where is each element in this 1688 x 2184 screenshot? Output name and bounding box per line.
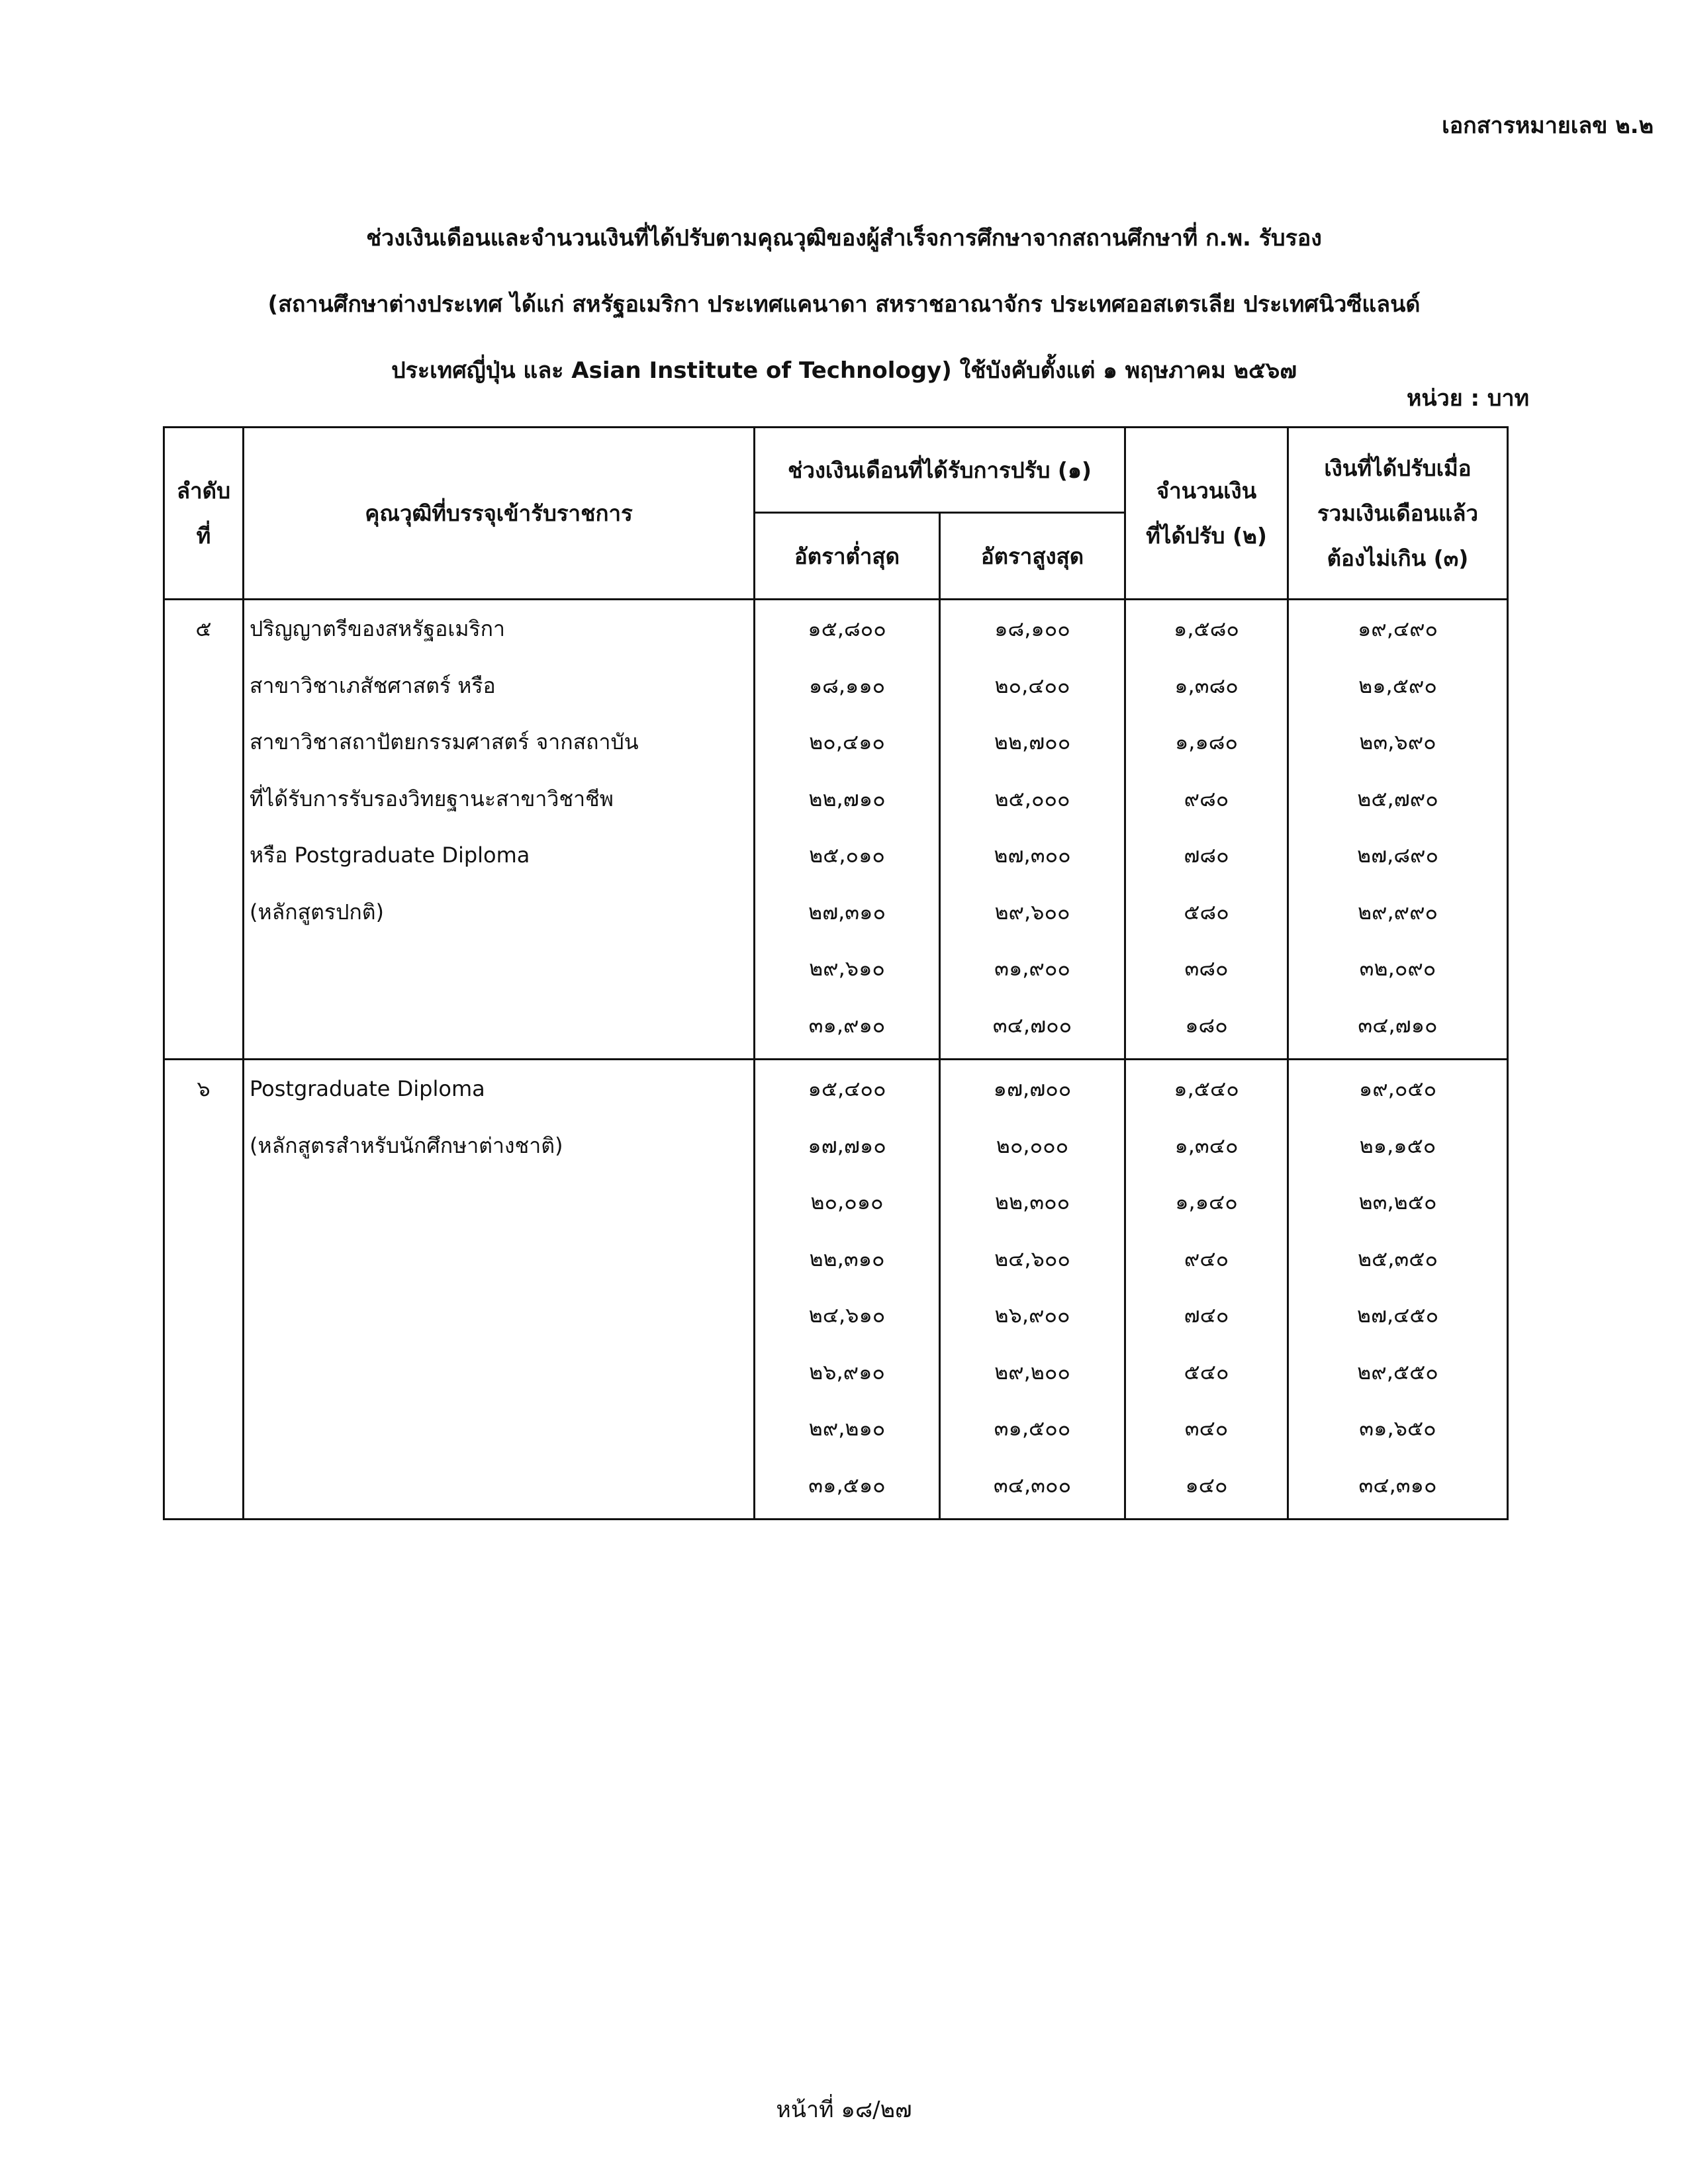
document-number: เอกสารหมายเลข ๒.๒ bbox=[1442, 113, 1654, 139]
unit-label: หน่วย : บาท bbox=[1406, 385, 1529, 412]
max-rate-value: ๑๘,๑๐๐ bbox=[994, 616, 1070, 641]
cap-value: ๓๔,๗๑๐ bbox=[1358, 1012, 1438, 1038]
min-rate-value: ๑๕,๔๐๐ bbox=[808, 1076, 886, 1101]
adjusted-amount-value: ๙๔๐ bbox=[1184, 1246, 1229, 1271]
max-rate-value: ๒๒,๗๐๐ bbox=[994, 729, 1071, 754]
adjusted-amount-cell bbox=[1125, 600, 1288, 1060]
header-salary-range: ช่วงเงินเดือนที่ได้รับการปรับ (๑) bbox=[755, 428, 1125, 513]
qualification-cell bbox=[244, 1060, 755, 1520]
cap-value: ๓๒,๐๙๐ bbox=[1359, 956, 1436, 981]
max-rate-value: ๒๙,๒๐๐ bbox=[994, 1359, 1070, 1385]
max-rate-value: ๒๐,๔๐๐ bbox=[994, 672, 1070, 698]
max-rate-value: ๒๙,๖๐๐ bbox=[994, 899, 1070, 925]
header-cap-line: รวมเงินเดือนแล้ว bbox=[1317, 500, 1479, 526]
max-rate-value: ๒๕,๐๐๐ bbox=[994, 786, 1070, 811]
min-rate-value: ๒๙,๒๑๐ bbox=[808, 1416, 886, 1441]
max-rate-value: ๓๑,๙๐๐ bbox=[994, 956, 1070, 981]
max-rate-cell bbox=[940, 600, 1125, 1060]
min-rate-value: ๒๙,๖๑๐ bbox=[809, 956, 885, 981]
cap-value: ๓๔,๓๑๐ bbox=[1358, 1472, 1437, 1498]
adjusted-amount-cell bbox=[1125, 1060, 1288, 1520]
adjusted-amount-value: ๓๘๐ bbox=[1184, 956, 1229, 981]
adjusted-amount-value: ๙๘๐ bbox=[1184, 786, 1229, 811]
cap-value: ๒๓,๖๙๐ bbox=[1359, 729, 1436, 754]
max-rate-value: ๓๑,๕๐๐ bbox=[994, 1416, 1071, 1441]
max-rate-value: ๓๔,๓๐๐ bbox=[993, 1472, 1072, 1498]
header-adjusted-line: จำนวนเงิน bbox=[1156, 477, 1257, 504]
min-rate-cell bbox=[755, 1060, 940, 1520]
adjusted-amount-value: ๕๔๐ bbox=[1184, 1359, 1229, 1385]
max-rate-cell bbox=[940, 1060, 1125, 1520]
min-rate-value: ๑๗,๗๑๐ bbox=[808, 1132, 886, 1158]
qualification-line: สาขาวิชาเภสัชศาสตร์ หรือ bbox=[250, 672, 496, 698]
header-row bbox=[164, 428, 1508, 513]
adjusted-amount-value: ๕๘๐ bbox=[1184, 899, 1229, 925]
cap-value: ๒๕,๓๕๐ bbox=[1357, 1246, 1438, 1271]
header-adjusted-line: ที่ได้ปรับ (๒) bbox=[1146, 522, 1267, 549]
cap-cell bbox=[1288, 1060, 1508, 1520]
cap-value: ๓๑,๖๕๐ bbox=[1359, 1416, 1436, 1441]
qualification-line: สาขาวิชาสถาปัตยกรรมศาสตร์ จากสถาบัน bbox=[250, 729, 639, 754]
min-rate-value: ๒๗,๓๑๐ bbox=[808, 899, 886, 925]
seq-number: ๕ bbox=[195, 616, 212, 641]
adjusted-amount-value: ๗๔๐ bbox=[1184, 1302, 1229, 1328]
adjusted-amount-value: ๗๘๐ bbox=[1184, 842, 1229, 868]
min-rate-value: ๒๐,๐๑๐ bbox=[810, 1189, 884, 1214]
cap-cell bbox=[1288, 600, 1508, 1060]
max-rate-value: ๓๔,๗๐๐ bbox=[992, 1012, 1072, 1038]
header-seq bbox=[164, 428, 244, 600]
qualification-line: หรือ Postgraduate Diploma bbox=[250, 842, 530, 868]
qualification-line: Postgraduate Diploma bbox=[250, 1076, 485, 1101]
min-rate-value: ๒๒,๓๑๐ bbox=[809, 1246, 885, 1271]
adjusted-amount-value: ๑,๓๔๐ bbox=[1174, 1132, 1239, 1158]
cap-value: ๒๓,๒๕๐ bbox=[1358, 1189, 1437, 1214]
header-min-rate: อัตราต่ำสุด bbox=[755, 513, 940, 600]
max-rate-value: ๒๗,๓๐๐ bbox=[994, 842, 1071, 868]
cap-value: ๒๗,๘๙๐ bbox=[1357, 842, 1438, 868]
cap-value: ๒๗,๔๕๐ bbox=[1356, 1302, 1439, 1328]
document-title bbox=[0, 205, 1688, 404]
min-rate-value: ๒๕,๐๑๐ bbox=[809, 842, 885, 868]
table-body bbox=[164, 600, 1508, 1520]
title-line: (สถานศึกษาต่างประเทศ ได้แก่ สหรัฐอเมริกา ประเทศแคนาดา สหราชอาณาจักร ประเทศออสเตรเลีย ประเทศนิวซีแลนด์ bbox=[267, 291, 1421, 318]
max-rate-value: ๒๐,๐๐๐ bbox=[996, 1132, 1069, 1158]
max-rate-value: ๒๔,๖๐๐ bbox=[994, 1246, 1070, 1271]
cap-value: ๑๙,๔๙๐ bbox=[1357, 616, 1438, 641]
min-rate-value: ๒๐,๔๑๐ bbox=[809, 729, 885, 754]
qualification-line: ที่ได้รับการรับรองวิทยฐานะสาขาวิชาชีพ bbox=[250, 786, 614, 811]
cap-value: ๒๙,๙๙๐ bbox=[1357, 899, 1438, 925]
adjusted-amount-value: ๑๔๐ bbox=[1185, 1472, 1228, 1498]
cap-value: ๒๑,๑๕๐ bbox=[1359, 1132, 1436, 1158]
header-adjusted-amount bbox=[1125, 428, 1288, 600]
header-seq-line: ลำดับ bbox=[176, 477, 231, 504]
adjusted-amount-value: ๑,๕๘๐ bbox=[1174, 616, 1239, 641]
max-rate-value: ๒๖,๙๐๐ bbox=[994, 1302, 1070, 1328]
max-rate-value: ๒๒,๓๐๐ bbox=[994, 1189, 1070, 1214]
salary-table bbox=[163, 426, 1509, 1520]
min-rate-cell bbox=[755, 600, 940, 1060]
header-cap-line: ต้องไม่เกิน (๓) bbox=[1327, 545, 1469, 571]
header-seq-line: ที่ bbox=[196, 522, 211, 549]
title-line: ประเทศญี่ปุ่น และ Asian Institute of Technology) ใช้บังคับตั้งแต่ ๑ พฤษภาคม ๒๕๖๗ bbox=[391, 357, 1297, 384]
title-line: ช่วงเงินเดือนและจำนวนเงินที่ได้ปรับตามคุณวุฒิของผู้สำเร็จการศึกษาจากสถานศึกษาที่ ก.พ. รับรอง bbox=[366, 225, 1322, 251]
adjusted-amount-value: ๑,๕๔๐ bbox=[1174, 1076, 1239, 1101]
qualification-cell bbox=[244, 600, 755, 1060]
adjusted-amount-value: ๑,๓๘๐ bbox=[1174, 672, 1239, 698]
min-rate-value: ๒๔,๖๑๐ bbox=[808, 1302, 886, 1328]
qualification-line: (หลักสูตรปกติ) bbox=[250, 899, 385, 925]
seq-cell bbox=[164, 600, 244, 1060]
seq-cell bbox=[164, 1060, 244, 1520]
adjusted-amount-value: ๓๔๐ bbox=[1184, 1416, 1229, 1441]
min-rate-value: ๑๘,๑๑๐ bbox=[808, 672, 886, 698]
table-group-row bbox=[164, 1060, 1508, 1520]
min-rate-value: ๒๒,๗๑๐ bbox=[808, 786, 886, 811]
max-rate-value: ๑๗,๗๐๐ bbox=[993, 1076, 1072, 1101]
cap-value: ๒๑,๕๙๐ bbox=[1358, 672, 1437, 698]
cap-value: ๑๙,๐๕๐ bbox=[1358, 1076, 1437, 1101]
header-max-rate: อัตราสูงสุด bbox=[940, 513, 1125, 600]
header-cap bbox=[1288, 428, 1508, 600]
header-cap-line: เงินที่ได้ปรับเมื่อ bbox=[1324, 455, 1472, 481]
qualification-line: ปริญญาตรีของสหรัฐอเมริกา bbox=[250, 616, 505, 641]
adjusted-amount-value: ๑,๑๘๐ bbox=[1174, 729, 1238, 754]
cap-value: ๒๕,๗๙๐ bbox=[1357, 786, 1438, 811]
table-group-row bbox=[164, 600, 1508, 1060]
adjusted-amount-value: ๑,๑๔๐ bbox=[1175, 1189, 1238, 1214]
page-number: หน้าที่ ๑๘/๒๗ bbox=[776, 2097, 912, 2123]
seq-number: ๖ bbox=[197, 1076, 211, 1101]
cap-value: ๒๙,๕๕๐ bbox=[1357, 1359, 1438, 1385]
min-rate-value: ๑๕,๘๐๐ bbox=[808, 616, 886, 641]
adjusted-amount-value: ๑๘๐ bbox=[1185, 1012, 1228, 1038]
min-rate-value: ๒๖,๙๑๐ bbox=[809, 1359, 885, 1385]
qualification-line: (หลักสูตรสำหรับนักศึกษาต่างชาติ) bbox=[250, 1132, 563, 1158]
header-qualification: คุณวุฒิที่บรรจุเข้ารับราชการ bbox=[244, 428, 755, 600]
min-rate-value: ๓๑,๙๑๐ bbox=[808, 1012, 886, 1038]
min-rate-value: ๓๑,๕๑๐ bbox=[808, 1472, 886, 1498]
